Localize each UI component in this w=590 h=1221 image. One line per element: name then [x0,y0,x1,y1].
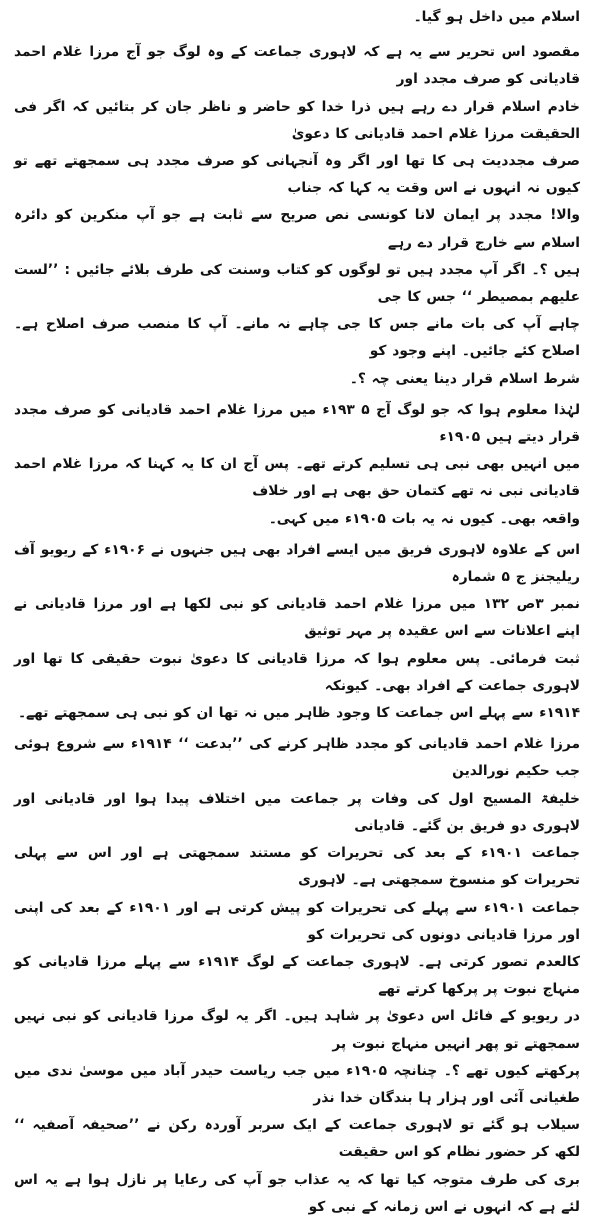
paragraph-review-of-religions: اس کے علاوہ لاہوری فریق میں ایسے افراد بھی ہیں جنہوں نے ۱۹۰۶ء کے ریویو آف ریلیجنز ج ۵ شمارہ نمبر ۳ص ۱۳۲ میں مرزا غلام احمد قادیانی کو نبی لکھا ہے اور مرزا قادیانی نے اپنے اعلانات سے اس عقیدہ پر مہر توثیق ثبت فرمائی۔ پس معلوم ہوا کہ مرزا قادیانی کا دعویٰ نبوت حقیقی کا تھا اور لاہوری جماعت کے افراد بھی۔ کیونکہ ۱۹۱۴ء سے پہلے اس جماعت کا وجود ظاہر میں نہ تھا ان کو نبی ہی سمجھتے تھے۔ [14,541,580,722]
paragraph-bidat-1914: مرزا غلام احمد قادیانی کو مجدد ظاہر کرنے کی ’’بدعت ‘‘ ۱۹۱۴ء سے شروع ہوئی جب حکیم نورالدین خلیفۃ المسیح اول کی وفات پر جماعت میں اختلاف پیدا ہوا اور قادیانی اور لاہوری دو فریق بن گئے۔ قادیانی جماعت ۱۹۰۱ء کے بعد کی تحریرات کو مستند سمجھتی ہے اور اس سے پہلی تحریرات کو منسوخ سمجھتی ہے۔ لاہوری جماعت ۱۹۰۱ء سے پہلے کی تحریرات کو پیش کرتی ہے اور ۱۹۰۱ء کے بعد کی اپنی اور مرزا قادیانی دونوں کی تحریرات کو کالعدم تصور کرتی ہے۔ لاہوری جماعت کے لوگ ۱۹۱۴ء سے پہلے مرزا قادیانی کو منہاج نبوت پر پرکھا کرتے تھے در ریویو کے فائل اس دعویٰ پر شاہد ہیں۔ اگر یہ لوگ مرزا قادیانی کو نبی نہیں سمجھتے تو پھر انہیں منہاج نبوت پر پرکھتے کیوں تھے ؟۔ چنانچہ ۱۹۰۵ء میں جب ریاست حیدر آباد میں موسیٰ ندی میں طغیانی آئی اور ہزار ہا بندگان خدا نذر سیلاب ہو گئے تو لاہوری جماعت کے ایک سربر آوردہ رکن نے ’’صحیفہ آصفیہ ‘‘ لکھ کر حضور نظام کو اس حقیقت بری کی طرف متوجہ کیا تھا کہ یہ عذاب جو آپ کی رعایا پر نازل ہوا ہے یہ اس لئے ہے کہ انہوں نے اس زمانہ کے نبی کو [14,736,580,1215]
paragraph-opening-line: اسلام میں داخل ہو گیا۔ [413,9,580,25]
paragraph-lahori-mujaddid: مقصود اس تحریر سے یہ ہے کہ لاہوری جماعت کے وہ لوگ جو آج مرزا غلام احمد قادیانی کو صرف مجدد اور خادم اسلام قرار دے رہے ہیں ذرا خدا کو حاضر و ناظر جان کر بتائیں کہ اگر فی الحقیقت مرزا غلام احمد قادیانی کا دعویٰ صرف مجددیت ہی کا تھا اور اگر وہ آنجہانی کو صرف مجدد ہی سمجھتے تھے تو کیوں نہ انہوں نے اس وقت یہ کہا کہ جناب والا! مجدد پر ایمان لانا کونسی نص صریح سے ثابت ہے جو آپ منکرین کو دائرہ اسلام سے خارج قرار دے رہے ہیں ؟۔ اگر آپ مجدد ہیں تو لوگوں کو کتاب وسنت کی طرف بلائے جائیں : ’’لست علیھم بمصیطر ‘‘ جس کا جی چاہے آپ کی بات مانے جس کا جی چاہے نہ مانے۔ آپ کا منصب صرف اصلاح ہے۔ اصلاح کئے جائیں۔ اپنے وجود کو شرط اسلام قرار دینا یعنی چہ ؟۔ [14,44,580,387]
urdu-document-page [14,4,581,1215]
paragraph-1935-1905: لہٰذا معلوم ہوا کہ جو لوگ آج ۵ ۱۹۳ء میں مرزا غلام احمد قادیانی کو صرف مجدد قرار دیتے ہیں ۱۹۰۵ء میں انہیں بھی نبی ہی تسلیم کرتے تھے۔ پس آج ان کا یہ کہنا کہ مرزا غلام احمد قادیانی نبی نہ تھے کتمان حق بھی ہے اور خلاف واقعہ بھی۔ کیوں نہ یہ بات ۱۹۰۵ء میں کہی۔ [14,401,581,527]
